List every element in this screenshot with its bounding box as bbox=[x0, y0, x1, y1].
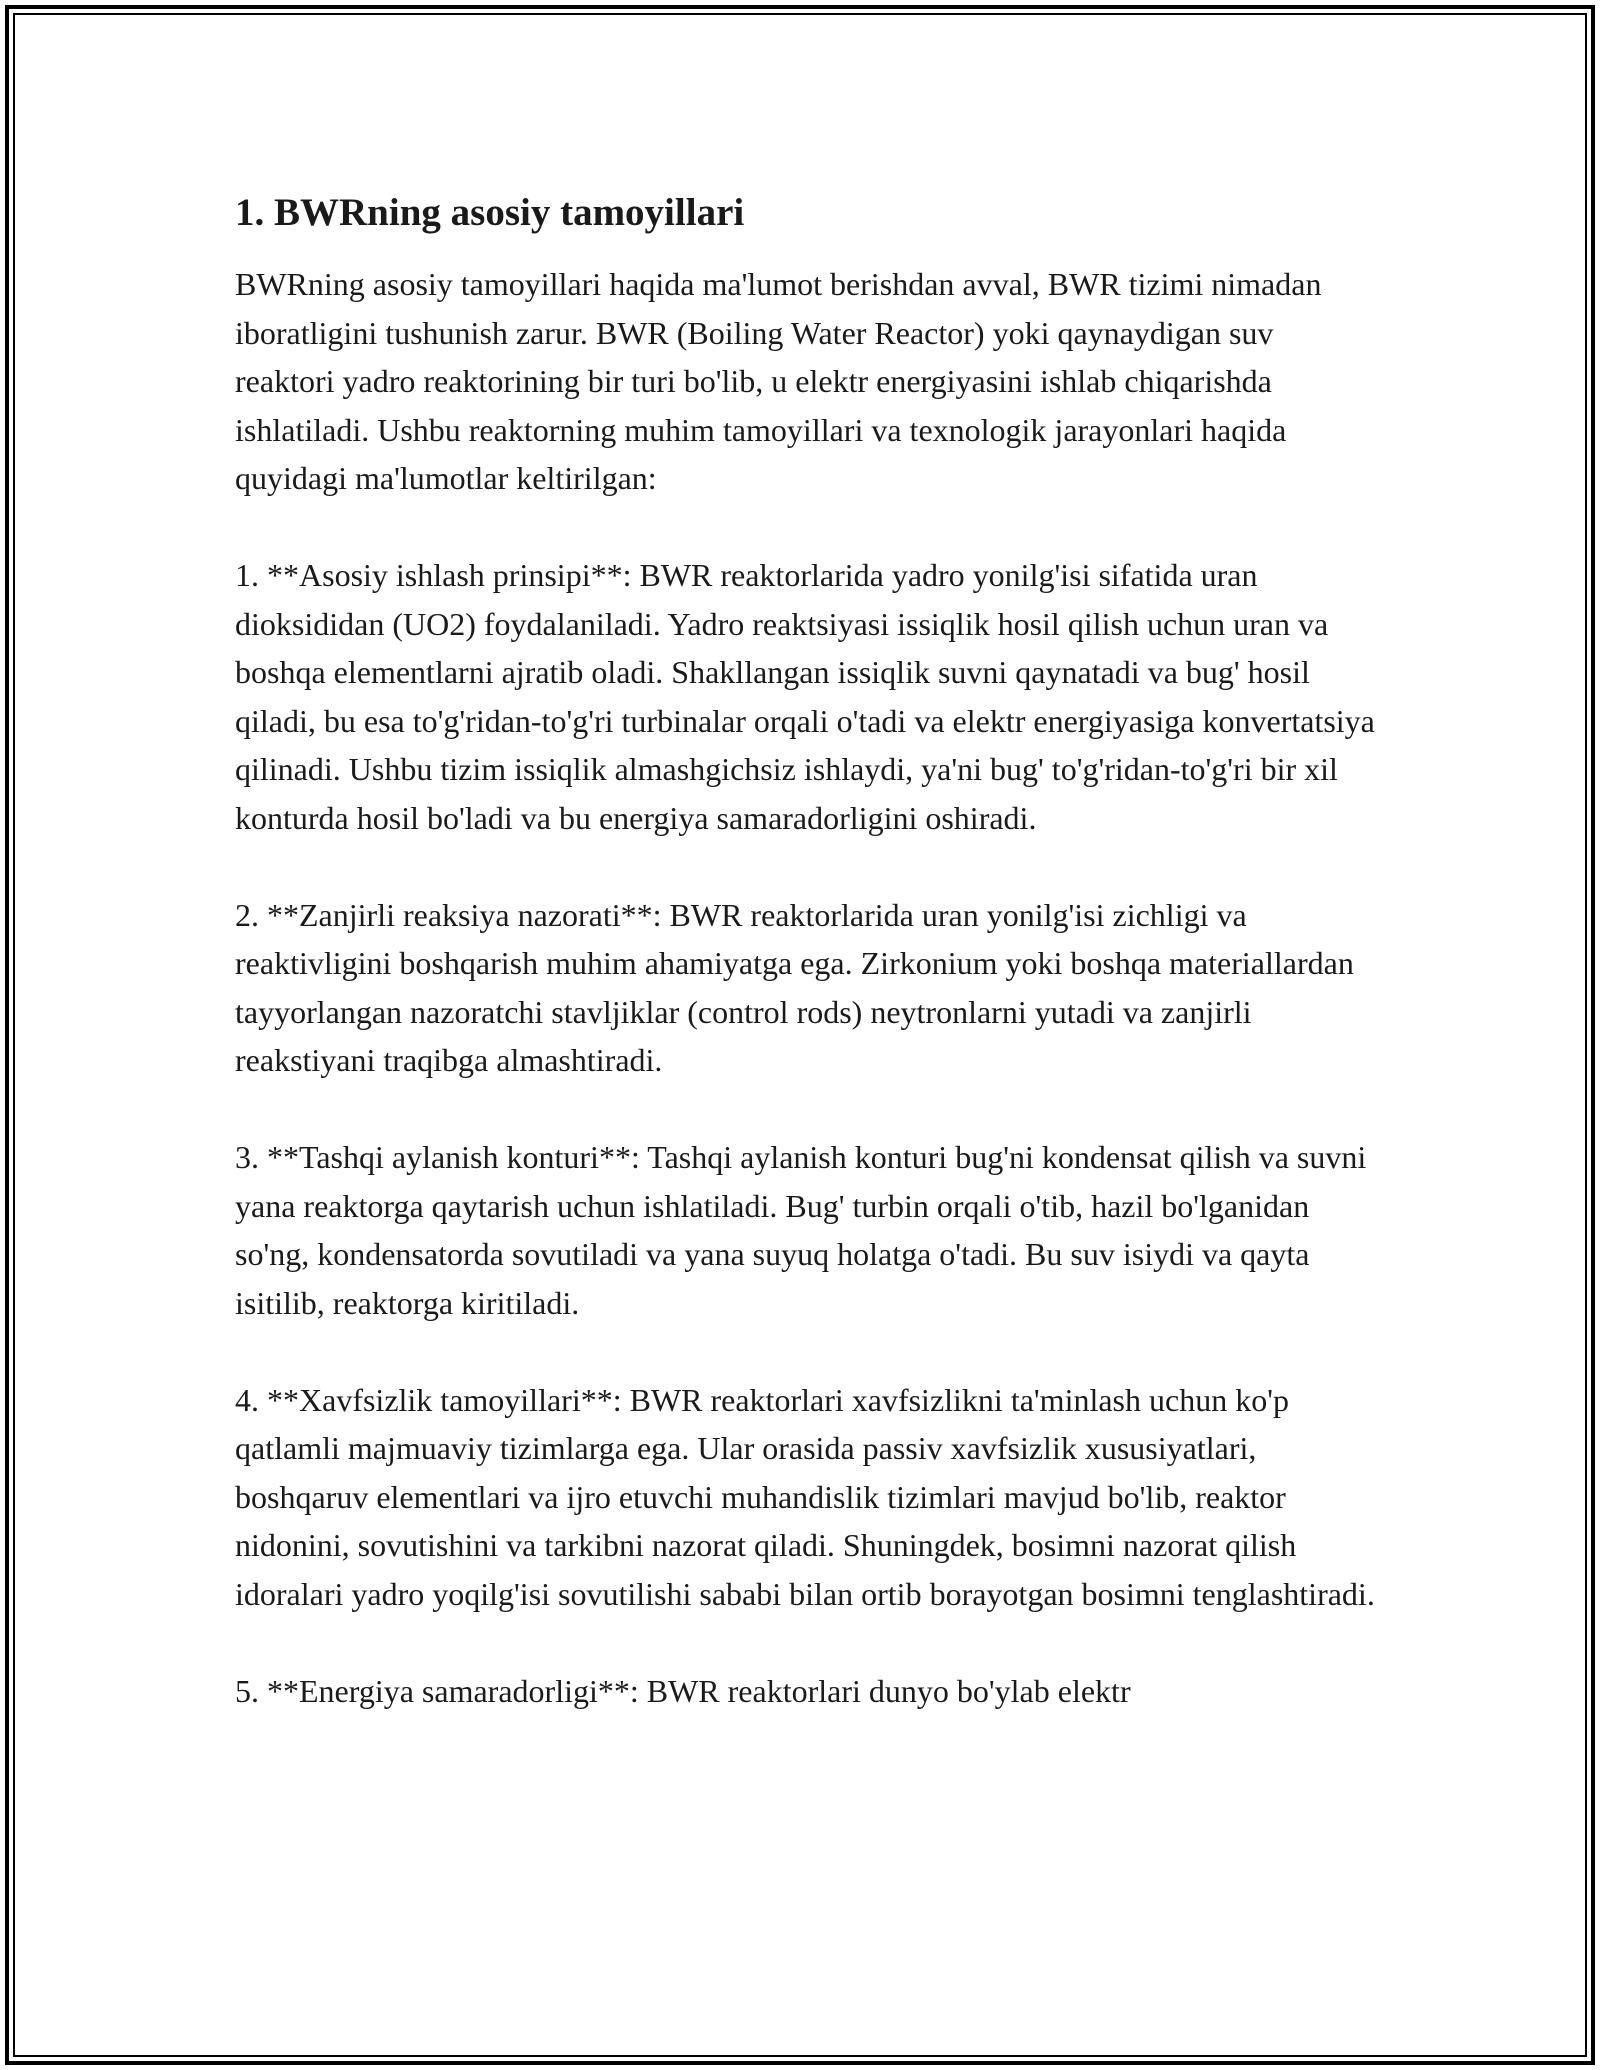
principle-3-paragraph: 3. **Tashqi aylanish konturi**: Tashqi aylanish konturi bug'ni kondensat qilish va suvni yana reaktorga qaytarish uchun ishlatiladi. Bug' turbin orqali o'tib, hazil bo'lganidan so'ng, kondensatorda sovutiladi va yana suyuq holatga o'tadi. Bu suv isiydi va qayta isitilib, reaktorga kiritiladi. bbox=[235, 1139, 1367, 1321]
principle-1-paragraph: 1. **Asosiy ishlash prinsipi**: BWR reaktorlarida yadro yonilg'isi sifatida uran dioksididan (UO2) foydalaniladi. Yadro reaktsiyasi issiqlik hosil qilish uchun uran va boshqa elementlarni ajratib oladi. Shakllangan issiqlik suvni qaynatadi va bug' hosil qiladi, bu esa to'g'ridan-to'g'ri turbinalar orqali o'tadi va elektr energiyasiga konvertatsiya qilinadi. Ushbu tizim issiqlik almashgichsiz ishlaydi, ya'ni bug' to'g'ridan-to'g'ri bir xil konturda hosil bo'ladi va bu energiya samaradorligini oshiradi. bbox=[235, 557, 1375, 836]
intro-paragraph: BWRning asosiy tamoyillari haqida ma'lumot berishdan avval, BWR tizimi nimadan iboratligini tushunish zarur. BWR (Boiling Water Reactor) yoki qaynaydigan suv reaktori yadro reaktorining bir turi bo'lib, u elektr energiyasini ishlab chiqarishda ishlatiladi. Ushbu reaktorning muhim tamoyillari va texnologik jarayonlari haqida quyidagi ma'lumotlar keltirilgan: bbox=[235, 266, 1322, 496]
principle-5-paragraph: 5. **Energiya samaradorligi**: BWR reaktorlari dunyo bo'ylab elektr bbox=[235, 1672, 1131, 1709]
section-heading: 1. BWRning asosiy tamoyillari bbox=[235, 191, 745, 234]
document-body bbox=[235, 186, 1380, 1715]
principle-2-paragraph: 2. **Zanjirli reaksiya nazorati**: BWR reaktorlarida uran yonilg'isi zichligi va reaktivligini boshqarish muhim ahamiyatga ega. Zirkonium yoki boshqa materiallardan tayyorlangan nazoratchi stavljiklar (control rods) neytronlarni yutadi va zanjirli reakstiyani traqibga almashtiradi. bbox=[235, 896, 1354, 1078]
principle-4-paragraph: 4. **Xavfsizlik tamoyillari**: BWR reaktorlari xavfsizlikni ta'minlash uchun ko'p qatlamli majmuaviy tizimlarga ega. Ular orasida passiv xavfsizlik xususiyatlari, boshqaruv elementlari va ijro etuvchi muhandislik tizimlari mavjud bo'lib, reaktor nidonini, sovutishini va tarkibni nazorat qiladi. Shuningdek, bosimni nazorat qilish idoralari yadro yoqilg'isi sovutilishi sababi bilan ortib borayotgan bosimni tenglashtiradi. bbox=[235, 1381, 1375, 1612]
